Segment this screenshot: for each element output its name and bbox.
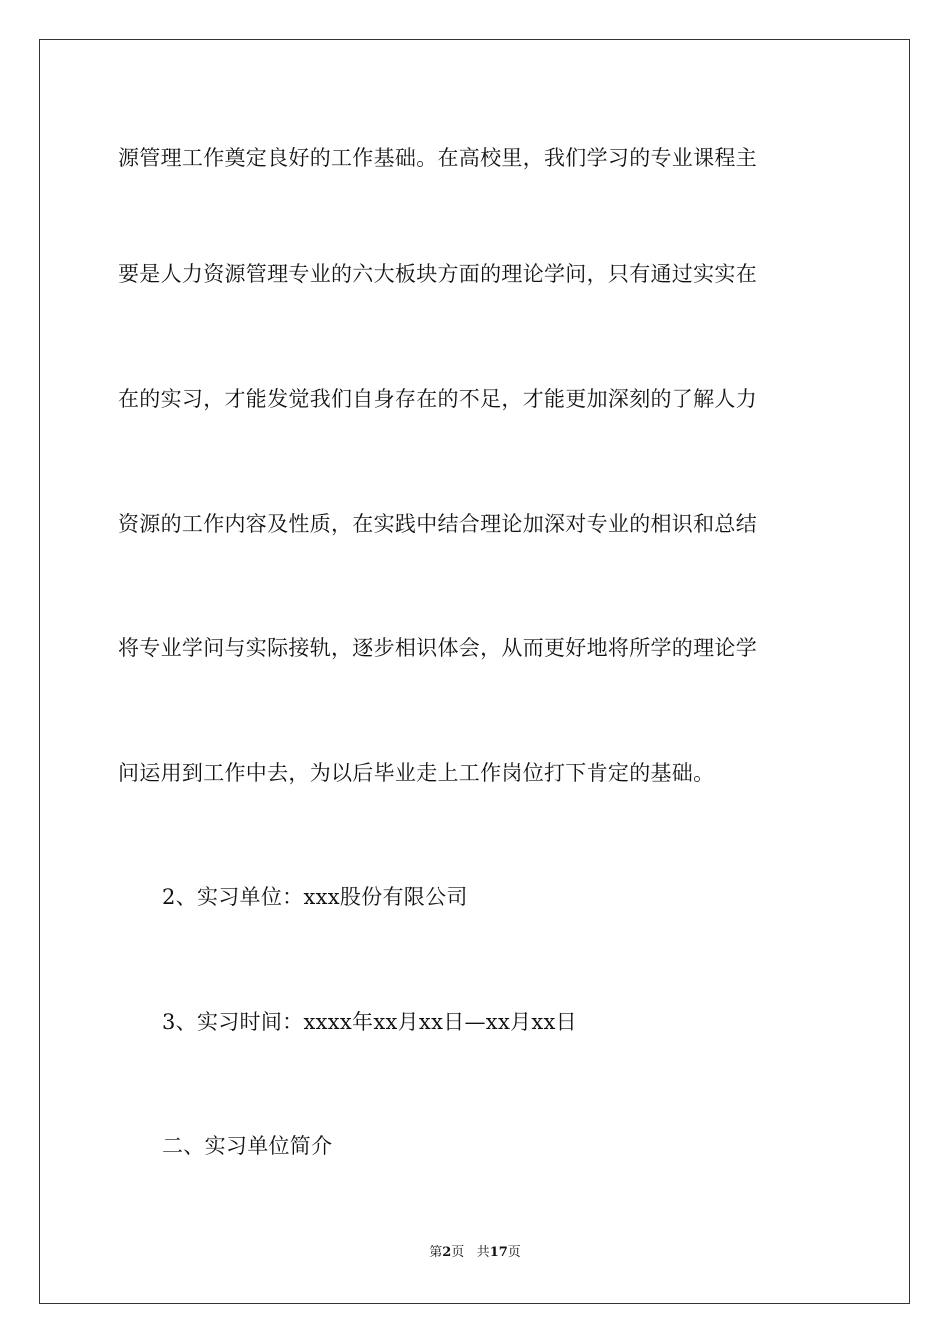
footer-page-suffix: 页	[451, 1245, 465, 1260]
footer-total-prefix: 共	[476, 1245, 490, 1260]
item-internship-unit: 2、实习单位：xxx股份有限公司	[162, 885, 468, 909]
paragraph-line-1: 源管理工作奠定良好的工作基础。在高校里，我们学习的专业课程主	[118, 146, 757, 170]
item-internship-time: 3、实习时间：xxxx年xx月xx日—xx月xx日	[162, 1010, 577, 1034]
footer-page-prefix: 第	[429, 1245, 443, 1260]
paragraph-line-5: 将专业学问与实际接轨，逐步相识体会，从而更好地将所学的理论学	[118, 636, 757, 660]
page-footer	[0, 1244, 950, 1262]
paragraph-line-3: 在的实习，才能发觉我们自身存在的不足，才能更加深刻的了解人力	[118, 387, 757, 411]
paragraph-line-6: 问运用到工作中去，为以后毕业走上工作岗位打下肯定的基础。	[118, 761, 715, 785]
footer-total-suffix: 页	[507, 1245, 521, 1260]
section-heading: 二、实习单位简介	[162, 1134, 333, 1158]
footer-page-total: 17	[489, 1245, 508, 1260]
paragraph-line-2: 要是人力资源管理专业的六大板块方面的理论学问，只有通过实实在	[118, 262, 757, 286]
footer-page-current: 2	[442, 1245, 452, 1260]
paragraph-line-4: 资源的工作内容及性质，在实践中结合理论加深对专业的相识和总结	[118, 512, 757, 536]
page-border	[39, 39, 910, 1304]
